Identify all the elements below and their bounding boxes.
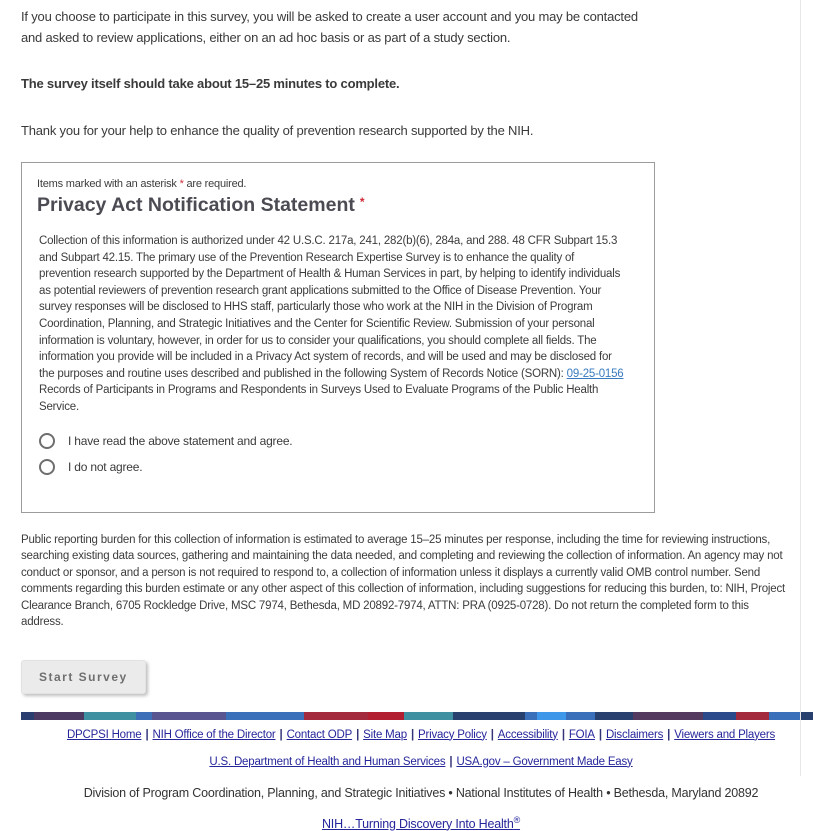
required-note-text: Items marked with an asterisk [37, 178, 180, 190]
privacy-statement-title-text: Privacy Act Notification Statement [37, 194, 355, 216]
footer-link-dpcpsi-home[interactable]: DPCPSI Home [66, 728, 142, 741]
stripe-segment [34, 712, 84, 720]
stripe-segment [537, 712, 566, 720]
privacy-body-text-2: Records of Participants in Programs and Respondents in Surveys Used to Evaluate Programs of the Public Health Service. [39, 384, 599, 413]
footer [21, 712, 793, 831]
registered-trademark-symbol: ® [513, 814, 521, 825]
link-separator: | [561, 728, 565, 741]
footer-link-usagov[interactable]: USA.gov – Government Made Easy [456, 755, 633, 768]
radio-row-disagree [39, 459, 639, 475]
footer-tagline-row [21, 815, 813, 831]
reporting-burden-paragraph: Public reporting burden for this collection of information is estimated to average 15–25 minutes per response, including the time for reviewing instructions, searching existing data sources, gathering and maintaining the data needed, and completing and reviewing the collection of information. An agency may not conduct or sponsor, and a person is not required to respond to, a collection of information unless it displays a currently valid OMB control number. Send comments regarding this burden estimate or any other aspect of this collection of information, including suggestions for reducing this burden, to: NIH, Project Clearance Branch, 6705 Rockledge Drive, MSC 7974, Bethesda, MD 20892-7974, ATTN: PRA (0925-0728). Do not return the completed form to this address. [21, 533, 786, 629]
thank-you-paragraph: Thank you for your help to enhance the quality of prevention research supported by the NIH. [21, 123, 534, 138]
footer-link-privacy-policy[interactable]: Privacy Policy [417, 728, 487, 741]
stripe-segment [152, 712, 226, 720]
footer-link-disclaimers[interactable]: Disclaimers [605, 728, 664, 741]
link-separator: | [356, 728, 360, 741]
stripe-segment [736, 712, 769, 720]
stripe-segment [226, 712, 304, 720]
footer-address: Division of Program Coordination, Planning, and Strategic Initiatives • National Institutes of Health • Bethesda, Maryland 20892 [83, 785, 759, 800]
link-separator: | [598, 728, 602, 741]
stripe-segment [304, 712, 368, 720]
stripe-segment [525, 712, 537, 720]
link-separator: | [279, 728, 283, 741]
link-separator: | [145, 728, 149, 741]
footer-link-site-map[interactable]: Site Map [363, 728, 407, 741]
disagree-radio-label[interactable]: I do not agree. [68, 459, 143, 474]
stripe-segment [595, 712, 633, 720]
footer-links-row-2 [21, 756, 813, 768]
stripe-segment [769, 712, 801, 720]
stripe-segment [84, 712, 136, 720]
stripe-segment [404, 712, 453, 720]
required-asterisk: * [179, 178, 184, 190]
agree-radio-label[interactable]: I have read the above statement and agree. [68, 433, 293, 448]
stripe-segment [453, 712, 525, 720]
link-separator: | [490, 728, 494, 741]
footer-link-viewers-players[interactable]: Viewers and Players [674, 728, 776, 741]
start-survey-button[interactable]: Start Survey [21, 660, 146, 694]
stripe-segment [801, 712, 813, 720]
sorn-link[interactable]: 09-25-0156 [566, 367, 624, 380]
privacy-statement-body [39, 233, 627, 416]
privacy-statement-title [37, 194, 639, 217]
page-right-edge [800, 0, 801, 776]
link-separator: | [449, 755, 453, 768]
stripe-segment [633, 712, 703, 720]
link-separator: | [410, 728, 414, 741]
privacy-act-box [21, 162, 655, 513]
stripe-segment [136, 712, 152, 720]
radio-row-agree [39, 433, 639, 449]
footer-stripe [21, 712, 813, 720]
footer-link-nih-office-director[interactable]: NIH Office of the Director [152, 728, 276, 741]
stripe-segment [703, 712, 736, 720]
agreement-radio-group [39, 433, 639, 475]
privacy-body-text-1: Collection of this information is authorized under 42 U.S.C. 217a, 241, 282(b)(6), 284a, and 288. 48 CFR Subpart 15.3 and Subpart 42.15. The primary use of the Prevention Research Expertise Survey is to enhance the quality of prevention research supported by the Department of Health & Human Services in part, by helping to identify individuals as potential reviewers of prevention research grant applications submitted to the Office of Disease Prevention. Your survey responses will be disclosed to HHS staff, particularly those who work at the NIH in the Division of Program Coordination, Planning, and Strategic Initiatives and the Center for Scientific Review. Submission of your personal information is voluntary, however, in order for us to consider your qualifications, you should complete all fields. The information you provide will be included in a Privacy Act system of records, and will be used and may be disclosed for the purposes and routine uses described and published in the following System of Records Notice (SORN): [39, 235, 621, 380]
title-required-asterisk: * [359, 195, 365, 209]
required-items-note [37, 178, 639, 191]
intro-paragraph: If you choose to participate in this survey, you will be asked to create a user account and you may be contacted and asked to review applications, either on an ad hoc basis or as part of a study section. [21, 9, 638, 45]
link-separator: | [667, 728, 671, 741]
footer-links-row-1 [21, 729, 813, 741]
nih-tagline-link[interactable] [321, 814, 521, 831]
stripe-segment [368, 712, 404, 720]
disagree-radio-button[interactable] [39, 459, 55, 475]
nih-tagline-text: NIH…Turning Discovery Into Health [321, 816, 514, 831]
required-note-text-end: are required. [183, 178, 247, 190]
footer-link-accessibility[interactable]: Accessibility [497, 728, 558, 741]
stripe-segment [21, 712, 34, 720]
agree-radio-button[interactable] [39, 433, 55, 449]
stripe-segment [566, 712, 595, 720]
footer-link-hhs[interactable]: U.S. Department of Health and Human Services [209, 755, 446, 768]
survey-duration-note: The survey itself should take about 15–25 minutes to complete. [21, 76, 400, 91]
footer-link-foia[interactable]: FOIA [568, 728, 595, 741]
footer-link-contact-odp[interactable]: Contact ODP [286, 728, 353, 741]
